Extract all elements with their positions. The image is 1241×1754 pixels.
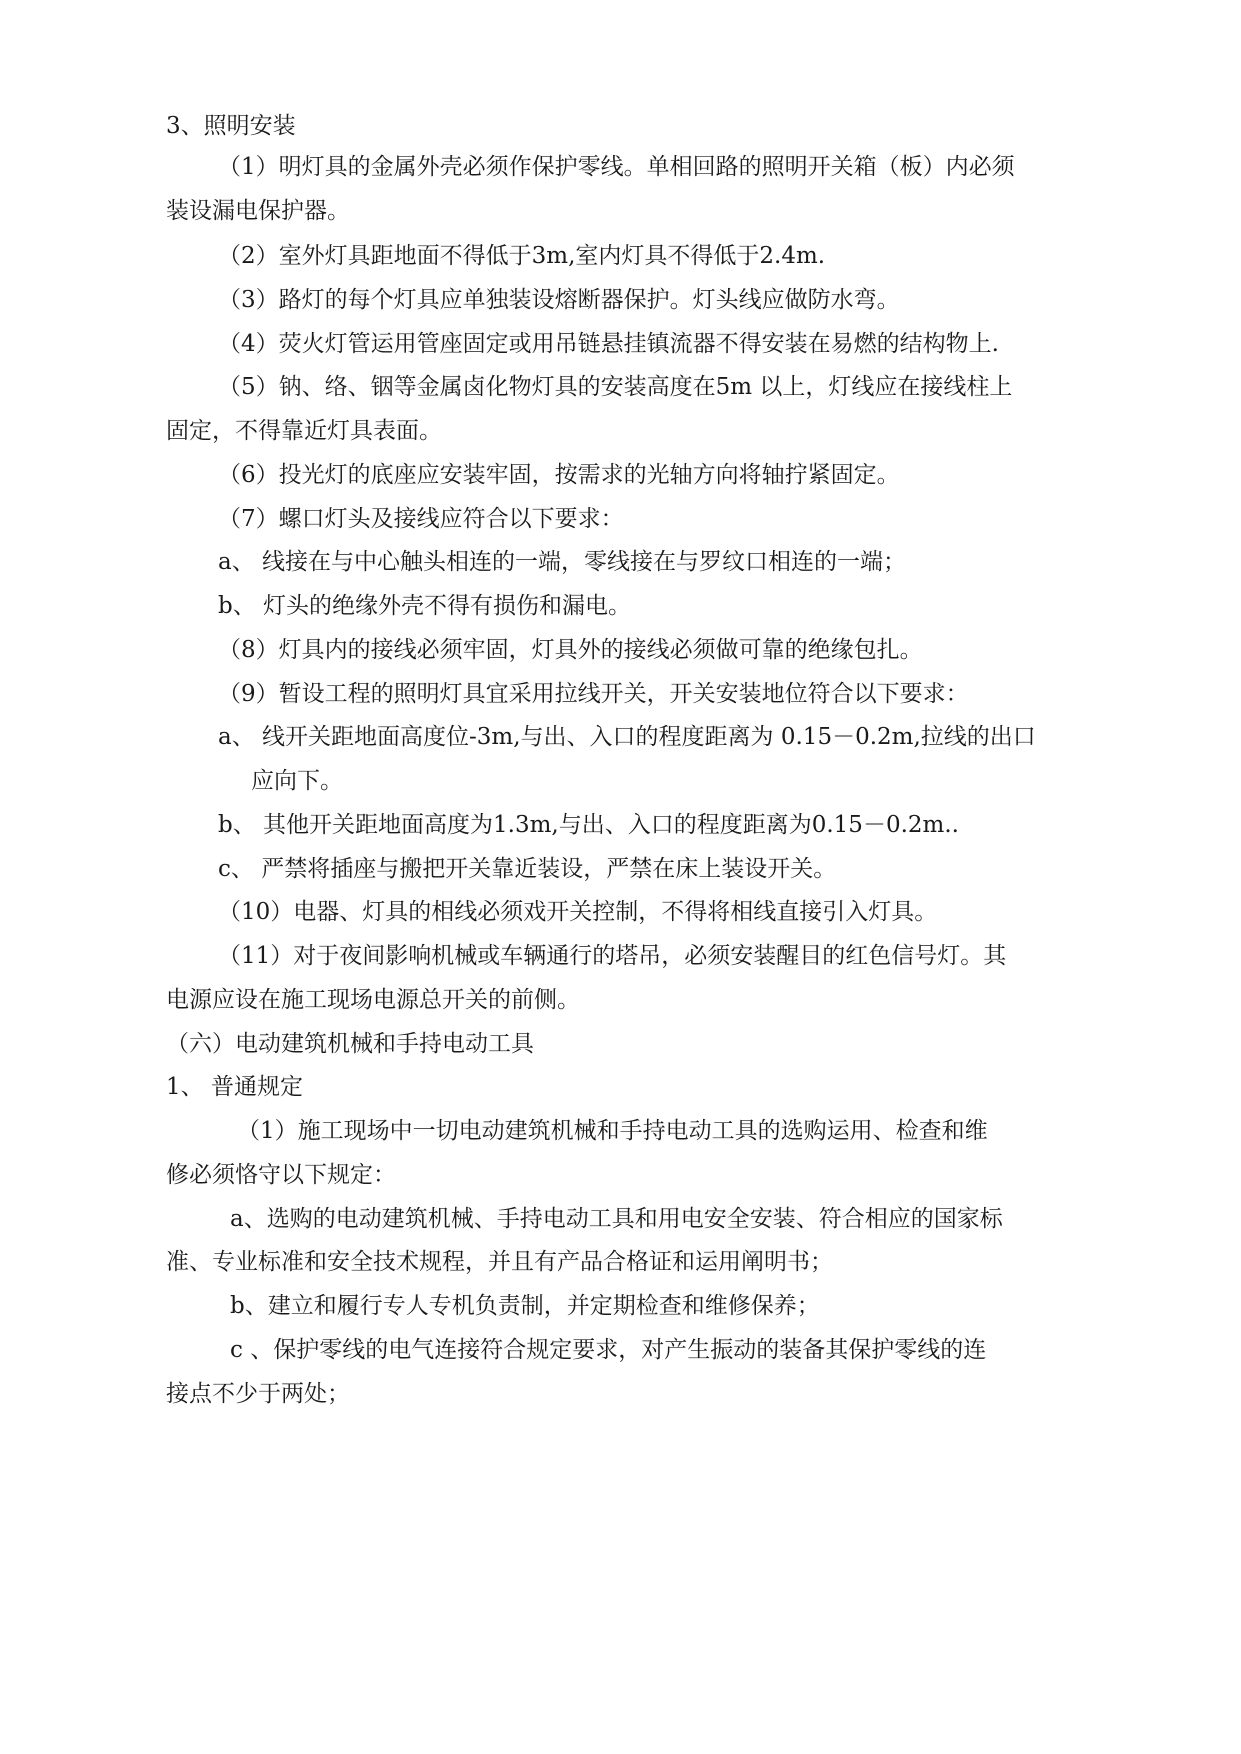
section-heading: （六）电动建筑机械和手持电动工具	[166, 1031, 534, 1057]
section-heading: 3、照明安装	[166, 113, 296, 139]
paragraph-line: （8）灯具内的接线必须牢固，灯具外的接线必须做可靠的绝缘包扎。	[218, 637, 923, 663]
paragraph-line: （4）荧火灯管运用管座固定或用吊链悬挂镇流器不得安装在易燃的结构物上.	[218, 331, 999, 357]
paragraph-line: 电源应设在施工现场电源总开关的前侧。	[166, 987, 580, 1013]
list-item: c 、保护零线的电气连接符合规定要求，对产生振动的装备其保护零线的连	[230, 1337, 987, 1363]
paragraph-line: （7）螺口灯头及接线应符合以下要求：	[218, 506, 624, 532]
list-item: a、 线开关距地面高度位-3m,与出、入口的程度距离为 0.15－0.2m,拉线的出口	[218, 724, 1036, 750]
paragraph-line: 固定，不得靠近灯具表面。	[166, 418, 442, 444]
paragraph-line: （1）施工现场中一切电动建筑机械和手持电动工具的选购运用、检查和维	[237, 1118, 988, 1144]
paragraph-line: （11）对于夜间影响机械或车辆通行的塔吊，必须安装醒目的红色信号灯。其	[218, 943, 1007, 969]
paragraph-line: （6）投光灯的底座应安装牢固，按需求的光轴方向将轴拧紧固定。	[218, 462, 900, 488]
list-item: c、 严禁将插座与搬把开关靠近装设，严禁在床上装设开关。	[218, 856, 837, 882]
paragraph-line: （1）明灯具的金属外壳必须作保护零线。单相回路的照明开关箱（板）内必须	[218, 154, 1015, 180]
list-item-continuation: 应向下。	[251, 768, 343, 794]
paragraph-line: （5）钠、络、铟等金属卤化物灯具的安装高度在5m 以上，灯线应在接线柱上	[218, 374, 1013, 400]
paragraph-line: （9）暂设工程的照明灯具宜采用拉线开关，开关安装地位符合以下要求：	[218, 681, 969, 707]
paragraph-line: 修必须恪守以下规定：	[166, 1162, 396, 1188]
list-item: b、 灯头的绝缘外壳不得有损伤和漏电。	[218, 593, 632, 619]
list-item: a、 线接在与中心触头相连的一端，零线接在与罗纹口相连的一端；	[218, 549, 907, 575]
subsection-heading: 1、 普通规定	[166, 1074, 303, 1100]
paragraph-line: 装设漏电保护器。	[166, 198, 350, 224]
list-item: b、 其他开关距地面高度为1.3m,与出、入口的程度距离为0.15－0.2m..	[218, 812, 959, 838]
list-item-continuation: 接点不少于两处；	[166, 1381, 350, 1407]
paragraph-line: （2）室外灯具距地面不得低于3m,室内灯具不得低于2.4m.	[218, 243, 826, 269]
paragraph-line: （3）路灯的每个灯具应单独装设熔断器保护。灯头线应做防水弯。	[218, 287, 900, 313]
list-item: b、建立和履行专人专机负责制，并定期检查和维修保养；	[230, 1293, 820, 1319]
list-item-continuation: 准、专业标准和安全技术规程，并且有产品合格证和运用阐明书；	[166, 1249, 833, 1275]
list-item: a、选购的电动建筑机械、手持电动工具和用电安全安装、符合相应的国家标	[230, 1206, 1003, 1232]
paragraph-line: （10）电器、灯具的相线必须戏开关控制，不得将相线直接引入灯具。	[218, 899, 938, 925]
